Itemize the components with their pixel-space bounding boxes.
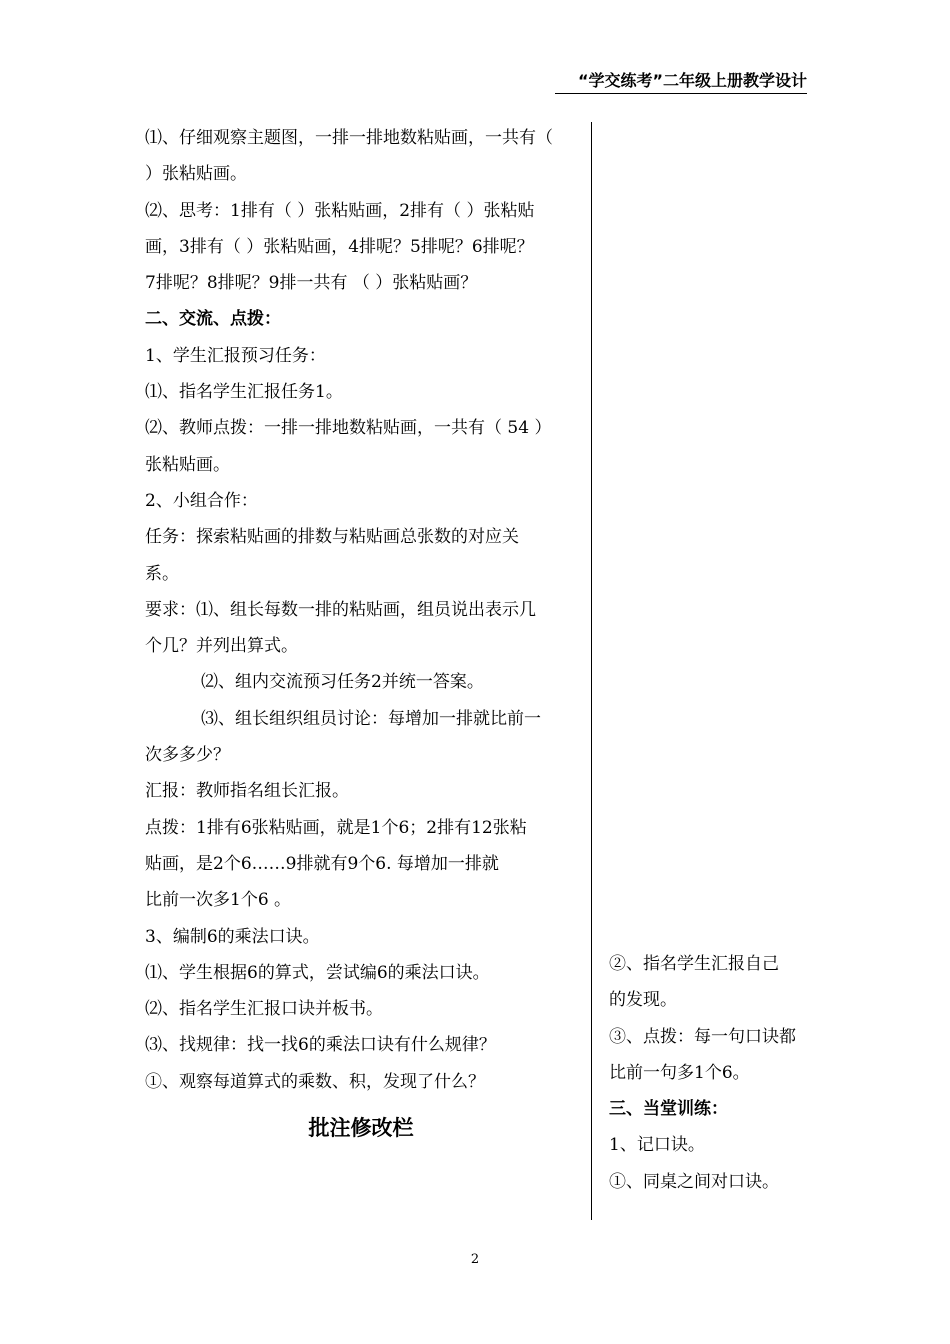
main-text-line: ⑴、学生根据6的算式，尝试编6的乘法口诀。 xyxy=(145,962,490,983)
main-text-line: 画，3排有（ ）张粘贴画，4排呢？5排呢？6排呢？ xyxy=(145,236,534,257)
main-text-line: ⑵、思考：1排有（ ）张粘贴画，2排有（ ）张粘贴 xyxy=(145,200,535,221)
side-text-line: 比前一句多1个6。 xyxy=(609,1062,750,1083)
main-text-line: ⑶、找规律：找一找6的乘法口诀有什么规律？ xyxy=(145,1035,496,1056)
main-text-line: 点拨：1排有6张粘贴画，就是1个6；2排有12张粘 xyxy=(145,817,527,838)
main-text-line: ⑵、组内交流预习任务2并统一答案。 xyxy=(201,672,484,693)
lesson-side-column xyxy=(609,946,819,1200)
side-text-line: ②、指名学生汇报自己 xyxy=(609,954,779,974)
main-text-line: ）张粘贴画。 xyxy=(145,164,247,185)
main-text-line: 比前一次多1个6 。 xyxy=(145,890,292,911)
main-text-line: 汇报：教师指名组长汇报。 xyxy=(145,781,349,802)
side-text-line: ①、同桌之间对口诀。 xyxy=(609,1171,779,1192)
main-text-line: 贴画，是2个6……9排就有9个6. 每增加一排就 xyxy=(145,853,499,874)
main-text-line: ⑵、教师点拨：一排一排地数粘贴画，一共有（ 54 ） xyxy=(145,418,552,439)
main-section-heading: 二、交流、点拨： xyxy=(145,309,281,330)
main-text-line: 次多多少？ xyxy=(145,745,230,766)
main-text-line: 7排呢？8排呢？9排一共有 （ ）张粘贴画？ xyxy=(145,273,478,294)
main-text-line: ⑴、指名学生汇报任务1。 xyxy=(145,382,343,403)
side-section-heading: 三、当堂训练： xyxy=(609,1099,728,1120)
page-number: 2 xyxy=(470,1252,480,1267)
main-text-line: ①、观察每道算式的乘数、积，发现了什么？ xyxy=(145,1071,485,1092)
side-text-line: 的发现。 xyxy=(609,990,677,1011)
main-text-line: 2、小组合作： xyxy=(145,490,258,511)
main-text-line: 任务：探索粘贴画的排数与粘贴画总张数的对应关 xyxy=(145,527,519,548)
side-text-line: 1、记口诀。 xyxy=(609,1135,705,1156)
column-divider xyxy=(591,122,592,1220)
main-text-line: 3、编制6的乘法口诀。 xyxy=(145,926,320,947)
main-text-line: 1、学生汇报预习任务： xyxy=(145,345,326,366)
main-text-line: 张粘贴画。 xyxy=(145,454,230,475)
main-text-line: 要求：⑴、组长每数一排的粘贴画，组员说出表示几 xyxy=(145,599,536,620)
main-text-line: 个几？并列出算式。 xyxy=(145,636,298,657)
lesson-main-column xyxy=(145,120,585,1100)
main-text-line: 系。 xyxy=(145,563,179,584)
annotation-column-title: 批注修改栏 xyxy=(308,1116,414,1140)
main-text-line: ⑵、指名学生汇报口诀并板书。 xyxy=(145,999,383,1020)
side-text-line: ③、点拨：每一句口诀都 xyxy=(609,1026,796,1047)
page-header: “学交练考”二年级上册教学设计 xyxy=(555,68,807,94)
main-text-line: ⑶、组长组织组员讨论：每增加一排就比前一 xyxy=(201,708,541,729)
main-text-line: ⑴、仔细观察主题图，一排一排地数粘贴画，一共有（ xyxy=(145,128,553,148)
